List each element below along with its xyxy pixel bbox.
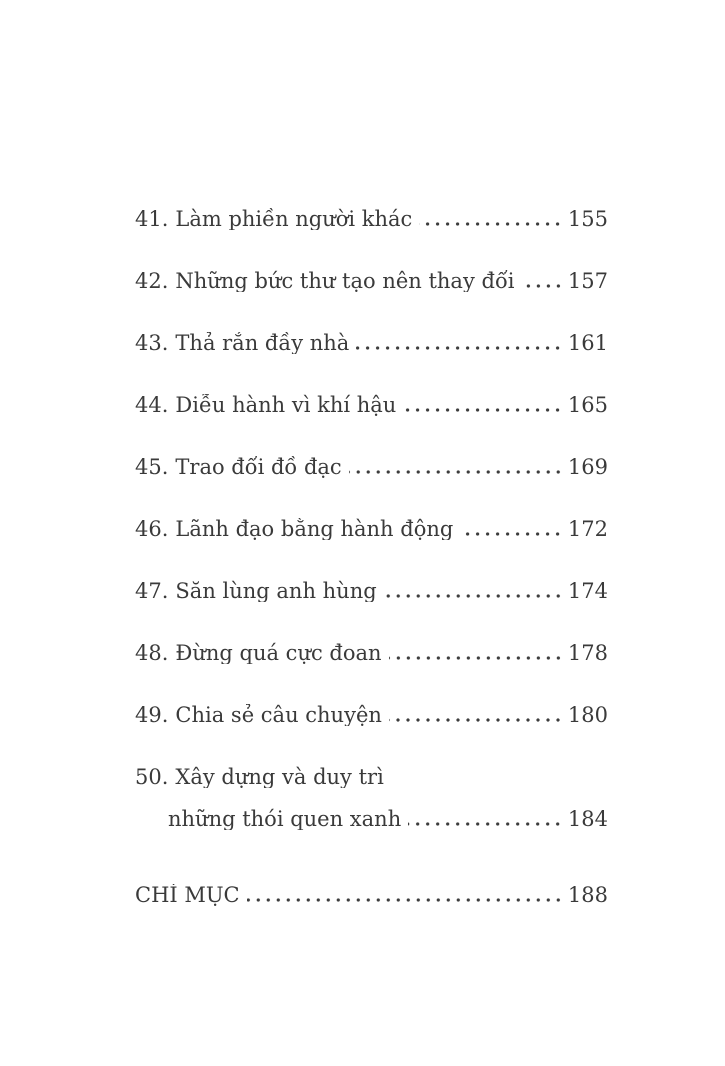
entry-title: Lãnh đạo bằng hành động [175, 518, 454, 540]
dot-leader [349, 470, 563, 474]
entry-title-line2: những thói quen xanh [168, 808, 402, 830]
entry-number: 41. [135, 207, 169, 231]
page-number: 165 [567, 393, 608, 417]
entry-number: 50. [135, 765, 169, 789]
page-number: 188 [567, 883, 608, 907]
page-number: 184 [567, 807, 608, 831]
entry-number: 49. [135, 703, 169, 727]
page-number: 178 [567, 641, 608, 665]
toc-entry [135, 642, 608, 664]
entry-number: 44. [135, 393, 169, 417]
entry-title: Diễu hành vì khí hậu [175, 394, 397, 416]
toc-entry [135, 704, 608, 726]
dot-leader [419, 222, 563, 226]
dot-leader [356, 346, 563, 350]
dot-leader [389, 656, 563, 660]
entry-title: Trao đổi đồ đạc [175, 456, 342, 478]
entry-title: Săn lùng anh hùng [175, 580, 377, 602]
toc-entry [135, 270, 608, 292]
toc-entry [135, 394, 608, 416]
page-number: 155 [567, 207, 608, 231]
dot-leader [247, 898, 563, 902]
entry-number: 46. [135, 517, 169, 541]
dot-leader [408, 822, 563, 826]
entry-title: Chia sẻ câu chuyện [175, 704, 382, 726]
dot-leader [460, 532, 563, 536]
page-number: 172 [567, 517, 608, 541]
toc-entry [135, 766, 608, 788]
entry-number: 48. [135, 641, 169, 665]
table-of-contents [135, 208, 608, 906]
entry-title: Thả rắn đầy nhà [175, 332, 350, 354]
toc-entry [135, 332, 608, 354]
toc-entry [135, 580, 608, 602]
entry-number: 43. [135, 331, 169, 355]
entry-number: 45. [135, 455, 169, 479]
toc-entry-continuation [135, 808, 608, 830]
toc-entry [135, 518, 608, 540]
toc-entry [135, 456, 608, 478]
page-number: 180 [567, 703, 608, 727]
index-label: CHỈ MỤC [135, 884, 240, 906]
page-number: 169 [567, 455, 608, 479]
entry-title: Những bức thư tạo nên thay đổi [175, 270, 515, 292]
dot-leader [389, 718, 563, 722]
page-number: 157 [567, 269, 608, 293]
toc-entry [135, 208, 608, 230]
entry-number: 42. [135, 269, 169, 293]
dot-leader [403, 408, 563, 412]
dot-leader [384, 594, 563, 598]
entry-title-line1: Xây dựng và duy trì [175, 766, 384, 788]
entry-number: 47. [135, 579, 169, 603]
index-entry [135, 884, 608, 906]
dot-leader [522, 284, 563, 288]
page-number: 161 [567, 331, 608, 355]
page-number: 174 [567, 579, 608, 603]
entry-title: Đừng quá cực đoan [175, 642, 382, 664]
entry-title: Làm phiền người khác [175, 208, 413, 230]
